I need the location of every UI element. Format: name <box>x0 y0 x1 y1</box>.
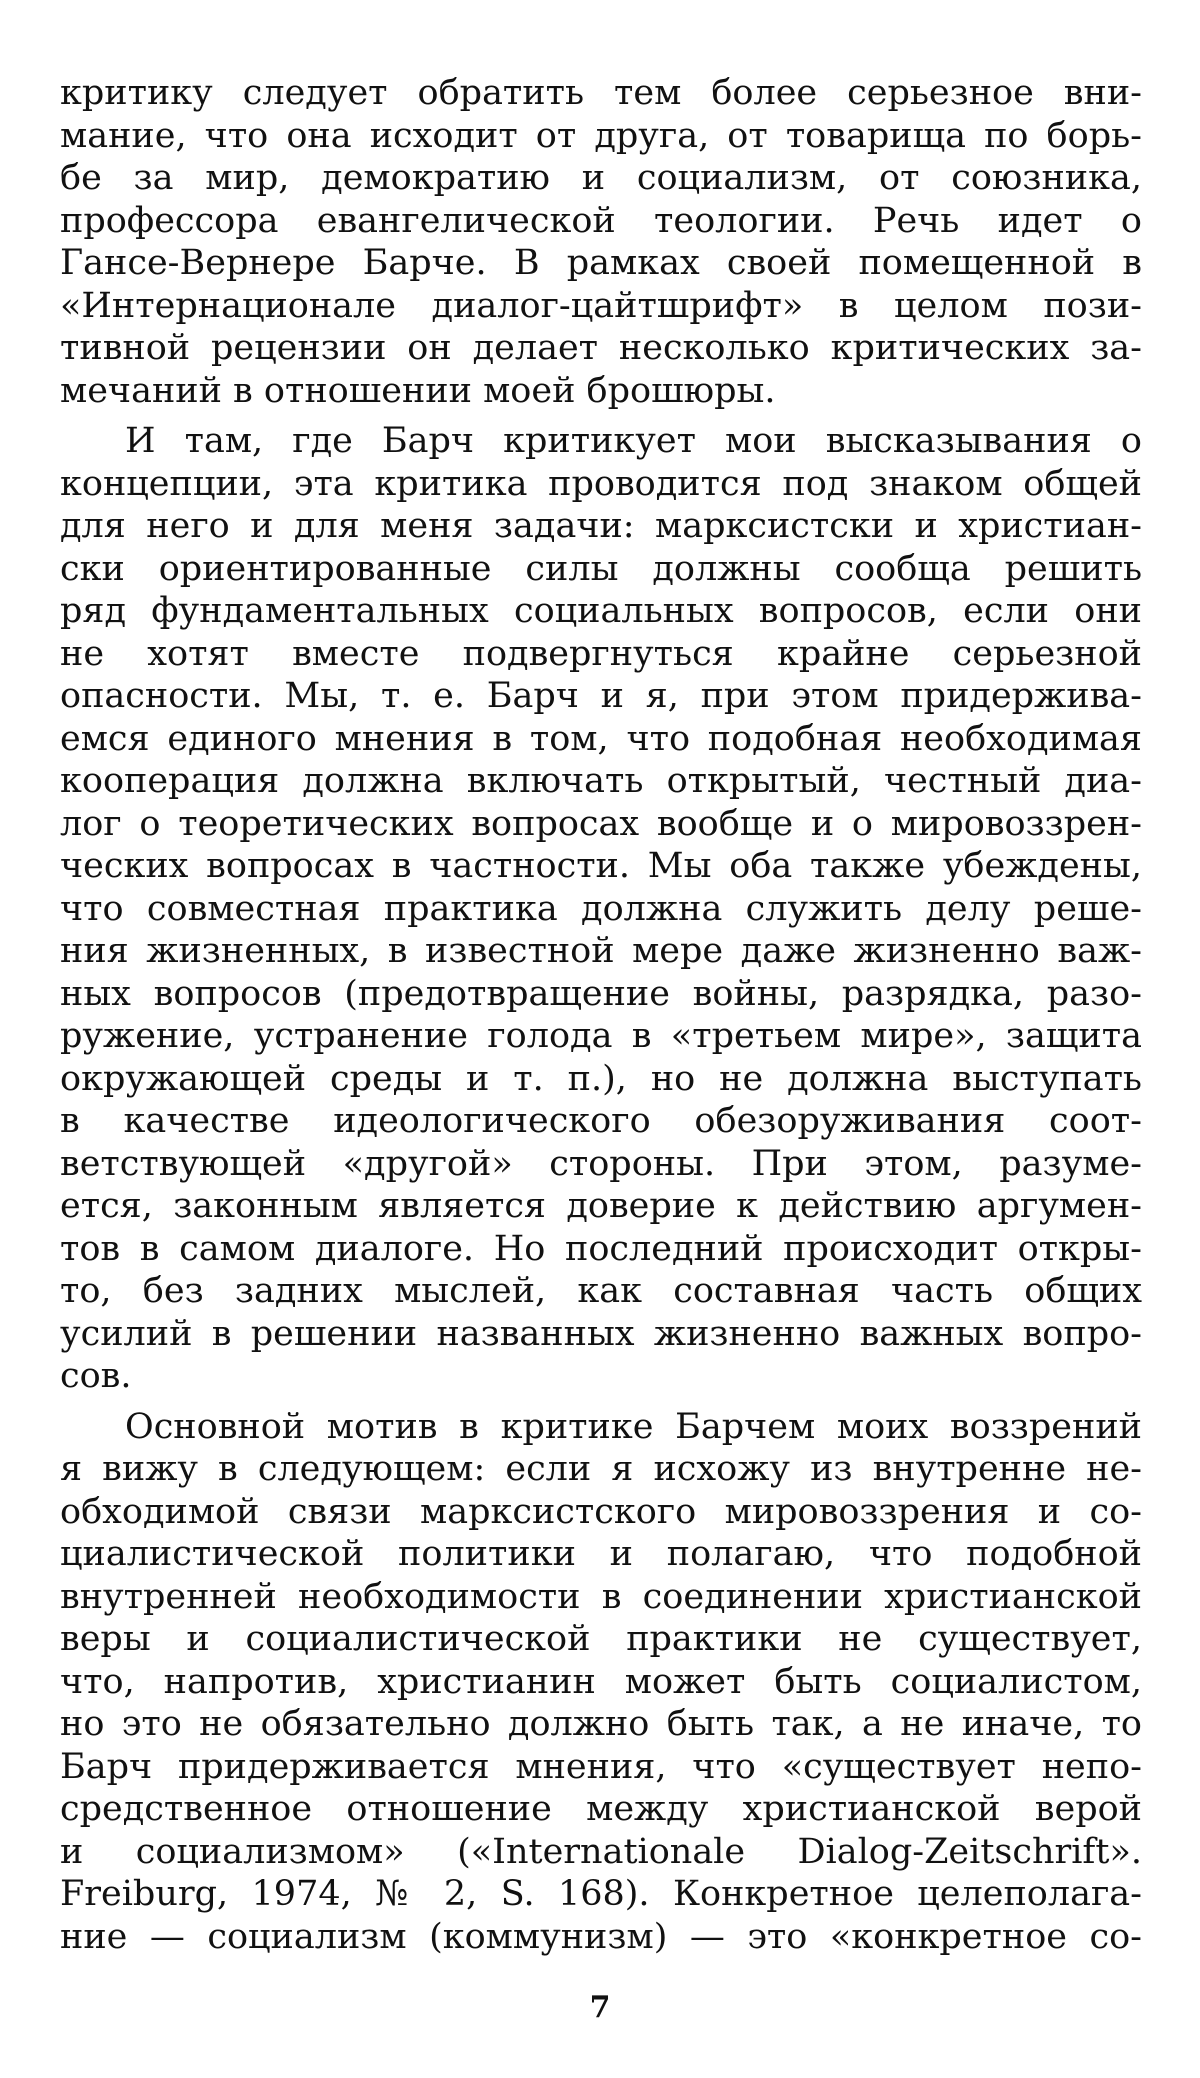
text-line: ски ориентированные силы должны сообща решить <box>60 548 1142 589</box>
text-line: сов. <box>60 1356 132 1396</box>
text-line: критику следует обратить тем более серьезное вни- <box>60 73 1142 113</box>
text-line: внутренней необходимости в соединении христианской <box>60 1576 1142 1617</box>
text-line: циалистической политики и полагаю, что подобной <box>60 1534 1142 1574</box>
paragraph-3 <box>60 1406 1142 1959</box>
text-line: мание, что она исходит от друга, от товарища по борь- <box>60 115 1142 156</box>
text-line: ружение, устранение голода в «третьем мире», защита <box>60 1016 1142 1056</box>
page-body <box>60 72 1142 1958</box>
paragraph-2 <box>60 420 1142 1398</box>
text-line: лог о теоретических вопросах вообще и о мировоззрен- <box>60 803 1142 844</box>
text-line: кооперация должна включать открытый, честный диа- <box>60 761 1142 801</box>
text-line: и социализмом» («Internationale Dialog-Zeitschrift». <box>60 1831 1142 1872</box>
text-line: веры и социалистической практики не существует, <box>60 1619 1142 1659</box>
text-line: профессора евангелической теологии. Речь идет о <box>60 200 1142 241</box>
text-line: Freiburg, 1974, № 2, S. 168). Конкретное целеполага- <box>60 1874 1142 1914</box>
page-number: 7 <box>589 1990 611 2025</box>
text-line: Основной мотив в критике Барчем моих воззрений <box>125 1406 1142 1447</box>
text-line: ческих вопросах в частности. Мы оба также убеждены, <box>60 846 1142 886</box>
text-line: я вижу в следующем: если я исхожу из внутренне не- <box>60 1449 1142 1489</box>
text-line: бе за мир, демократию и социализм, от союзника, <box>60 158 1142 198</box>
text-line: Барч придерживается мнения, что «существует непо- <box>60 1746 1142 1787</box>
text-line: усилий в решении названных жизненно важных вопро- <box>60 1313 1142 1354</box>
text-line: для него и для меня задачи: марксистски и христиан- <box>60 506 1142 546</box>
paragraph-1 <box>60 72 1142 412</box>
text-line: но это не обязательно должно быть так, а не иначе, то <box>60 1704 1142 1744</box>
text-line: в качестве идеологического обезоруживания соот- <box>60 1101 1142 1141</box>
text-line: емся единого мнения в том, что подобная необходимая <box>60 718 1142 759</box>
text-line: Гансе-Вернере Барче. В рамках своей помещенной в <box>60 243 1142 283</box>
text-line: ных вопросов (предотвращение войны, разрядка, разо- <box>60 973 1142 1014</box>
text-line: тов в самом диалоге. Но последний происходит откры- <box>60 1228 1142 1269</box>
text-line: то, без задних мыслей, как составная часть общих <box>60 1271 1142 1311</box>
text-line: ние — социализм (коммунизм) — это «конкретное со- <box>60 1916 1142 1957</box>
text-line: «Интернационале диалог-цайтшрифт» в целом пози- <box>60 285 1142 326</box>
text-line: средственное отношение между христианской верой <box>60 1789 1142 1829</box>
text-line: ряд фундаментальных социальных вопросов, если они <box>60 591 1142 631</box>
text-line: обходимой связи марксистского мировоззрения и со- <box>60 1491 1142 1532</box>
text-line: концепции, эта критика проводится под знаком общей <box>60 463 1142 504</box>
text-line: окружающей среды и т. п.), но не должна выступать <box>60 1058 1142 1099</box>
text-line: ется, законным является доверие к действию аргумен- <box>60 1186 1142 1226</box>
text-line: тивной рецензии он делает несколько критических за- <box>60 328 1142 368</box>
text-line: И там, где Барч критикует мои высказывания о <box>125 421 1142 461</box>
text-line: что, напротив, христианин может быть социалистом, <box>60 1661 1142 1702</box>
text-line: мечаний в отношении моей брошюры. <box>60 370 776 411</box>
text-line: не хотят вместе подвергнуться крайне серьезной <box>60 633 1142 674</box>
text-line: опасности. Мы, т. е. Барч и я, при этом придержива- <box>60 676 1142 716</box>
text-line: что совместная практика должна служить делу реше- <box>60 888 1142 929</box>
text-line: ния жизненных, в известной мере даже жизненно важ- <box>60 931 1142 971</box>
text-line: ветствующей «другой» стороны. При этом, разуме- <box>60 1143 1142 1184</box>
